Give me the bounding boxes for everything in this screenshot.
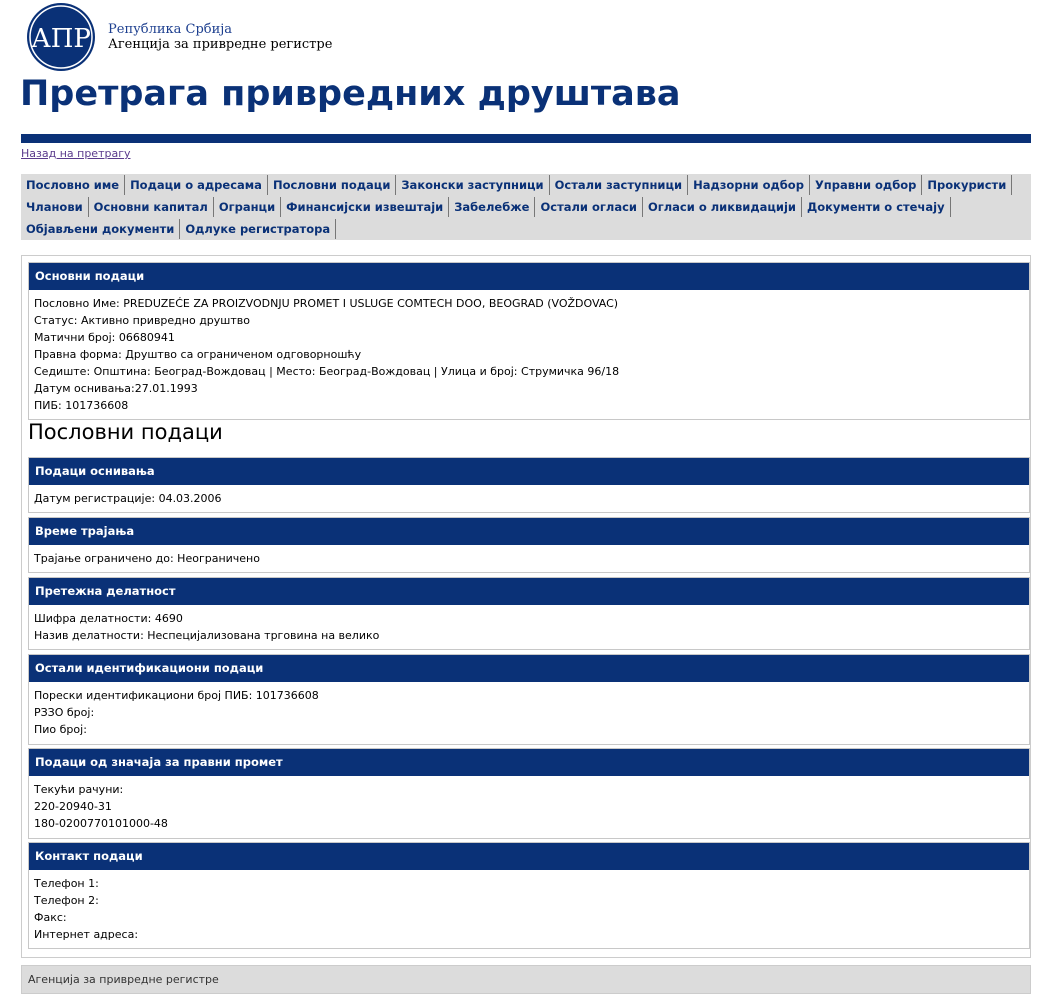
panel-title: Подаци оснивања xyxy=(29,458,1029,485)
legal-panel xyxy=(28,748,1030,839)
panel-body xyxy=(29,545,1029,572)
contact-panel xyxy=(28,842,1030,949)
info-line: Датум оснивања:27.01.1993 xyxy=(34,382,198,395)
panel-title: Основни подаци xyxy=(29,263,1029,290)
panel-title: Претежна делатност xyxy=(29,578,1029,605)
page-title: Претрага привредних друштава xyxy=(20,74,681,114)
panel-body xyxy=(29,290,1029,419)
info-line: Факс: xyxy=(34,911,67,924)
nav-tab[interactable]: Забелебже xyxy=(449,197,535,217)
info-line: Седиште: Општина: Београд-Вождовац | Место: Београд-Вождовац | Улица и број: Струмичка 96/18 xyxy=(34,365,620,378)
org-name xyxy=(108,22,332,52)
nav-tab[interactable]: Подаци о адресама xyxy=(125,175,268,195)
org-line2: Агенција за привредне регистре xyxy=(108,37,333,52)
info-line: Назив делатности: Неспецијализована трговина на велико xyxy=(34,629,380,642)
info-line: Шифра делатности: 4690 xyxy=(34,612,183,625)
duration-panel xyxy=(28,517,1030,573)
info-line: Статус: Активно привредно друштво xyxy=(34,314,250,327)
panel-body xyxy=(29,485,1029,512)
nav-tab[interactable]: Одлуке регистратора xyxy=(180,219,336,239)
activity-panel xyxy=(28,577,1030,650)
panel-body xyxy=(29,776,1029,838)
nav-tab[interactable]: Управни одбор xyxy=(810,175,922,195)
info-line: 220-20940-31 xyxy=(34,800,112,813)
info-line: Текући рачуни: xyxy=(34,783,124,796)
info-line: РЗЗО број: xyxy=(34,706,95,719)
nav-tab[interactable]: Огранци xyxy=(214,197,281,217)
nav-row-3 xyxy=(21,218,1031,240)
nav-tab[interactable]: Основни капитал xyxy=(89,197,214,217)
info-line: Трајање ограничено до: Неограничено xyxy=(34,552,260,565)
info-line: Правна форма: Друштво са ограниченом одговорношћу xyxy=(34,348,362,361)
header xyxy=(26,2,626,72)
nav-tab[interactable]: Пословни подаци xyxy=(268,175,396,195)
other-ids-panel xyxy=(28,654,1030,745)
footer: Агенција за привредне регистре xyxy=(21,965,1031,994)
panel-title: Остали идентификациони подаци xyxy=(29,655,1029,682)
panel-body xyxy=(29,605,1029,649)
nav-row-2 xyxy=(21,196,1031,218)
title-divider xyxy=(21,134,1031,143)
nav-tab[interactable]: Документи о стечају xyxy=(802,197,951,217)
nav-tab[interactable]: Остали заступници xyxy=(550,175,688,195)
nav-tab[interactable]: Прокуристи xyxy=(922,175,1012,195)
business-data-heading: Пословни подаци xyxy=(28,420,223,444)
basic-data-panel xyxy=(28,262,1030,420)
panel-title: Време трајања xyxy=(29,518,1029,545)
info-line: Пио број: xyxy=(34,723,87,736)
info-line: Телефон 2: xyxy=(34,894,99,907)
logo-text: АПР xyxy=(31,24,91,54)
info-line: Датум регистрације: 04.03.2006 xyxy=(34,492,222,505)
section-nav xyxy=(21,174,1031,240)
panel-title: Подаци од значаја за правни промет xyxy=(29,749,1029,776)
info-line: Интернет адреса: xyxy=(34,928,139,941)
nav-tab[interactable]: Огласи о ликвидацији xyxy=(643,197,802,217)
nav-tab[interactable]: Објављени документи xyxy=(21,219,180,239)
nav-tab[interactable]: Пословно име xyxy=(21,175,125,195)
nav-row-1 xyxy=(21,174,1031,196)
founding-panel xyxy=(28,457,1030,513)
nav-tab[interactable]: Финансијски извештаји xyxy=(281,197,449,217)
back-to-search-link[interactable]: Назад на претрагу xyxy=(21,147,131,160)
nav-tab[interactable]: Чланови xyxy=(21,197,89,217)
info-line: Телефон 1: xyxy=(34,877,99,890)
panel-body xyxy=(29,870,1029,948)
org-line1: Република Србија xyxy=(108,22,233,37)
nav-tab[interactable]: Надзорни одбор xyxy=(688,175,810,195)
info-line: Матични број: 06680941 xyxy=(34,331,175,344)
info-line: Порески идентификациони број ПИБ: 101736608 xyxy=(34,689,319,702)
nav-tab[interactable]: Остали огласи xyxy=(535,197,642,217)
panel-body xyxy=(29,682,1029,744)
info-line: ПИБ: 101736608 xyxy=(34,399,129,412)
apr-logo-icon xyxy=(26,2,96,72)
info-line: 180-0200770101000-48 xyxy=(34,817,168,830)
info-line: Пословно Име: PREDUZEĆE ZA PROIZVODNJU PROMET I USLUGE COMTECH DOO, BEOGRAD (VOŽDOVAC) xyxy=(34,297,619,310)
panel-title: Контакт подаци xyxy=(29,843,1029,870)
nav-tab[interactable]: Законски заступници xyxy=(396,175,549,195)
content-area xyxy=(21,255,1031,958)
